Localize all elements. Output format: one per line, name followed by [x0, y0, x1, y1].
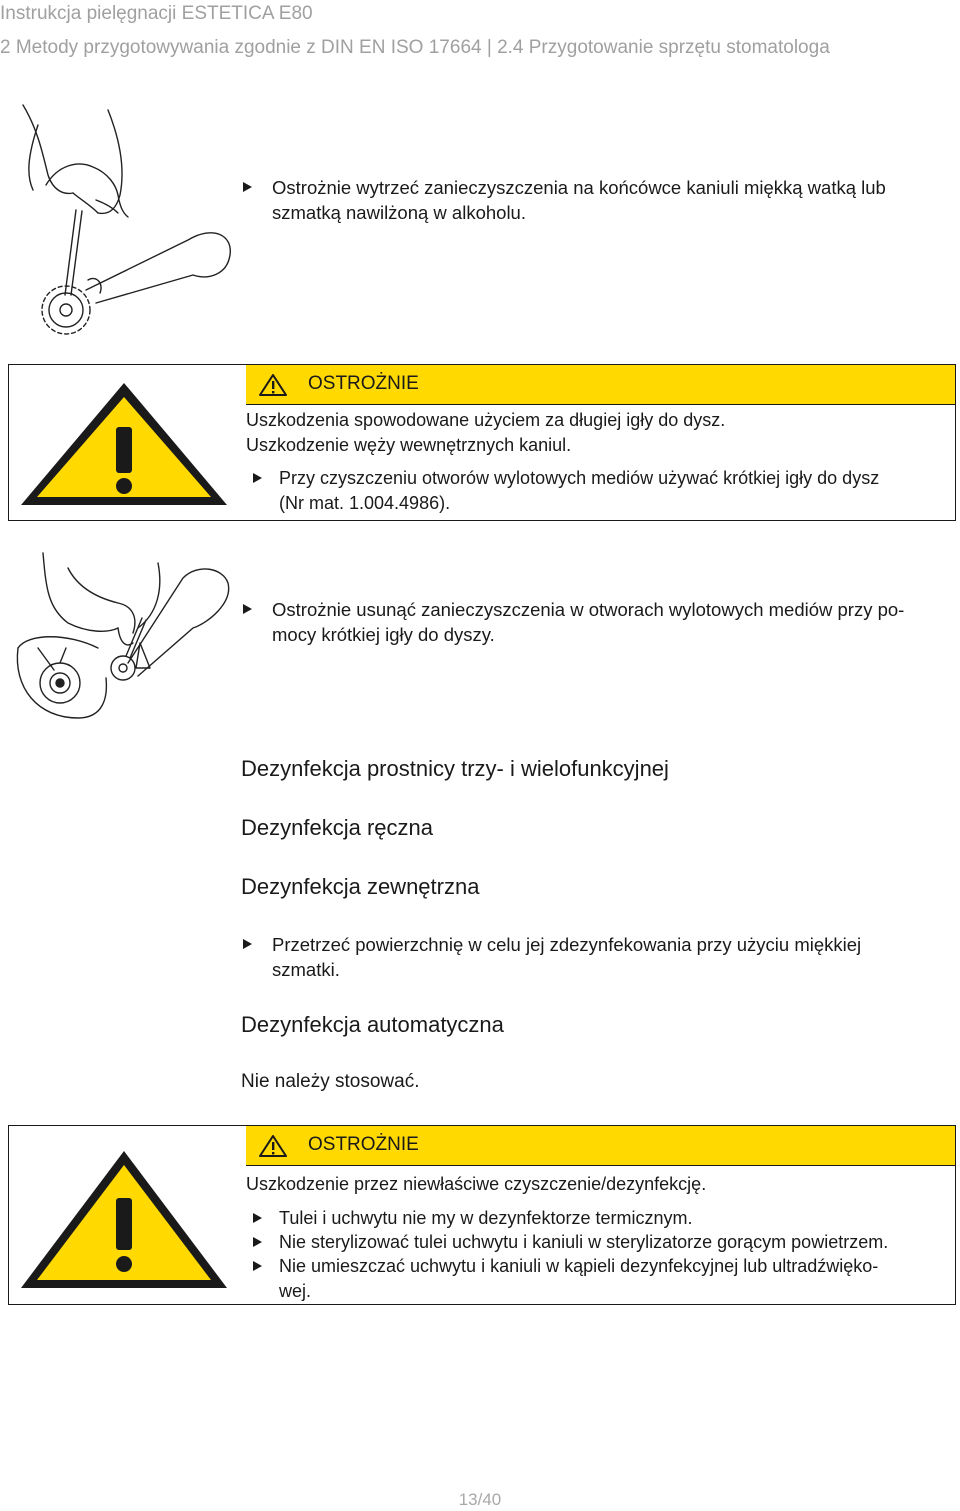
bullet-arrow-icon — [253, 1261, 262, 1271]
warning-item-bath-line1: Nie umieszczać uchwytu i kaniuli w kąpieli dezynfekcyjnej lub ultradźwięko- — [279, 1256, 879, 1276]
step-wipe-surface-line1: Przetrzeć powierzchnię w celu jej zdezynfekowania przy użyciu miękkiej — [272, 934, 862, 955]
warning-label: OSTROŻNIE — [308, 373, 419, 394]
header-subtitle: 2 Metody przygotowywania zgodnie z DIN EN ISO 17664 | 2.4 Przygotowanie sprzętu stomatologa — [0, 37, 830, 58]
bullet-arrow-icon — [253, 1213, 262, 1223]
warning-header-band — [246, 1126, 955, 1166]
bullet-arrow-icon — [243, 939, 252, 949]
warning-heading: Uszkodzenie przez niewłaściwe czyszczenie/dezynfekcję. — [246, 1174, 707, 1194]
bullet-arrow-icon — [243, 604, 252, 614]
warning-triangle-icon — [9, 1126, 239, 1304]
warning-item-thermal-text: Tulei i uchwytu nie my w dezynfektorze termicznym. — [279, 1208, 693, 1228]
warning-box-cleaning — [8, 1125, 956, 1305]
illustration-wipe-cannula — [8, 95, 238, 335]
heading-manual-disinfection: Dezynfekcja ręczna — [241, 815, 433, 840]
heading-disinfection-handpiece: Dezynfekcja prostnicy trzy- i wielofunkcyjnej — [241, 756, 669, 781]
warning-item-bath — [279, 1254, 959, 1304]
illustration-nozzle-needle — [8, 548, 238, 723]
bullet-arrow-icon — [253, 473, 262, 483]
header-title: Instrukcja pielęgnacji ESTETICA E80 — [0, 3, 313, 24]
warning-item-hot-air-text: Nie sterylizować tulei uchwytu i kaniuli w sterylizatorze gorącym powietrzem. — [279, 1232, 889, 1252]
warning-header-band — [246, 365, 955, 405]
warning-item-hot-air — [279, 1230, 959, 1255]
heading-automatic-disinfection: Dezynfekcja automatyczna — [241, 1012, 504, 1037]
bullet-arrow-icon — [243, 182, 252, 192]
warning-action-line1: Przy czyszczeniu otworów wylotowych mediów używać krótkiej igły do dysz — [279, 468, 880, 488]
warning-box-needle — [8, 364, 956, 521]
warning-item-thermal — [279, 1206, 959, 1231]
warning-action — [279, 466, 959, 516]
warning-action-line2: (Nr mat. 1.004.4986). — [279, 493, 451, 513]
warning-label: OSTROŻNIE — [308, 1134, 419, 1155]
warning-small-icon — [258, 1134, 288, 1158]
step-clean-line2: mocy krótkiej igły do dyszy. — [272, 624, 495, 645]
warning-consequence: Uszkodzenie węży wewnętrznych kaniul. — [246, 435, 572, 455]
step-wipe-surface — [272, 932, 932, 982]
page-number: 13/40 — [458, 1490, 502, 1509]
step-wipe-line1: Ostrożnie wytrzeć zanieczyszczenia na końcówce kaniuli miękką watką lub — [272, 177, 886, 198]
warning-heading: Uszkodzenia spowodowane użyciem za długiej igły do dysz. — [246, 410, 726, 430]
warning-item-bath-line2: wej. — [279, 1281, 312, 1301]
step-wipe-cannula — [272, 175, 932, 225]
step-clean-outlets — [272, 597, 942, 647]
warning-small-icon — [258, 373, 288, 397]
warning-triangle-icon — [9, 365, 239, 520]
automatic-note: Nie należy stosować. — [241, 1071, 420, 1092]
heading-external-disinfection: Dezynfekcja zewnętrzna — [241, 874, 480, 899]
step-wipe-surface-line2: szmatki. — [272, 959, 340, 980]
bullet-arrow-icon — [253, 1237, 262, 1247]
step-wipe-line2: szmatką nawilżoną w alkoholu. — [272, 202, 526, 223]
step-clean-line1: Ostrożnie usunąć zanieczyszczenia w otworach wylotowych mediów przy po- — [272, 599, 905, 620]
